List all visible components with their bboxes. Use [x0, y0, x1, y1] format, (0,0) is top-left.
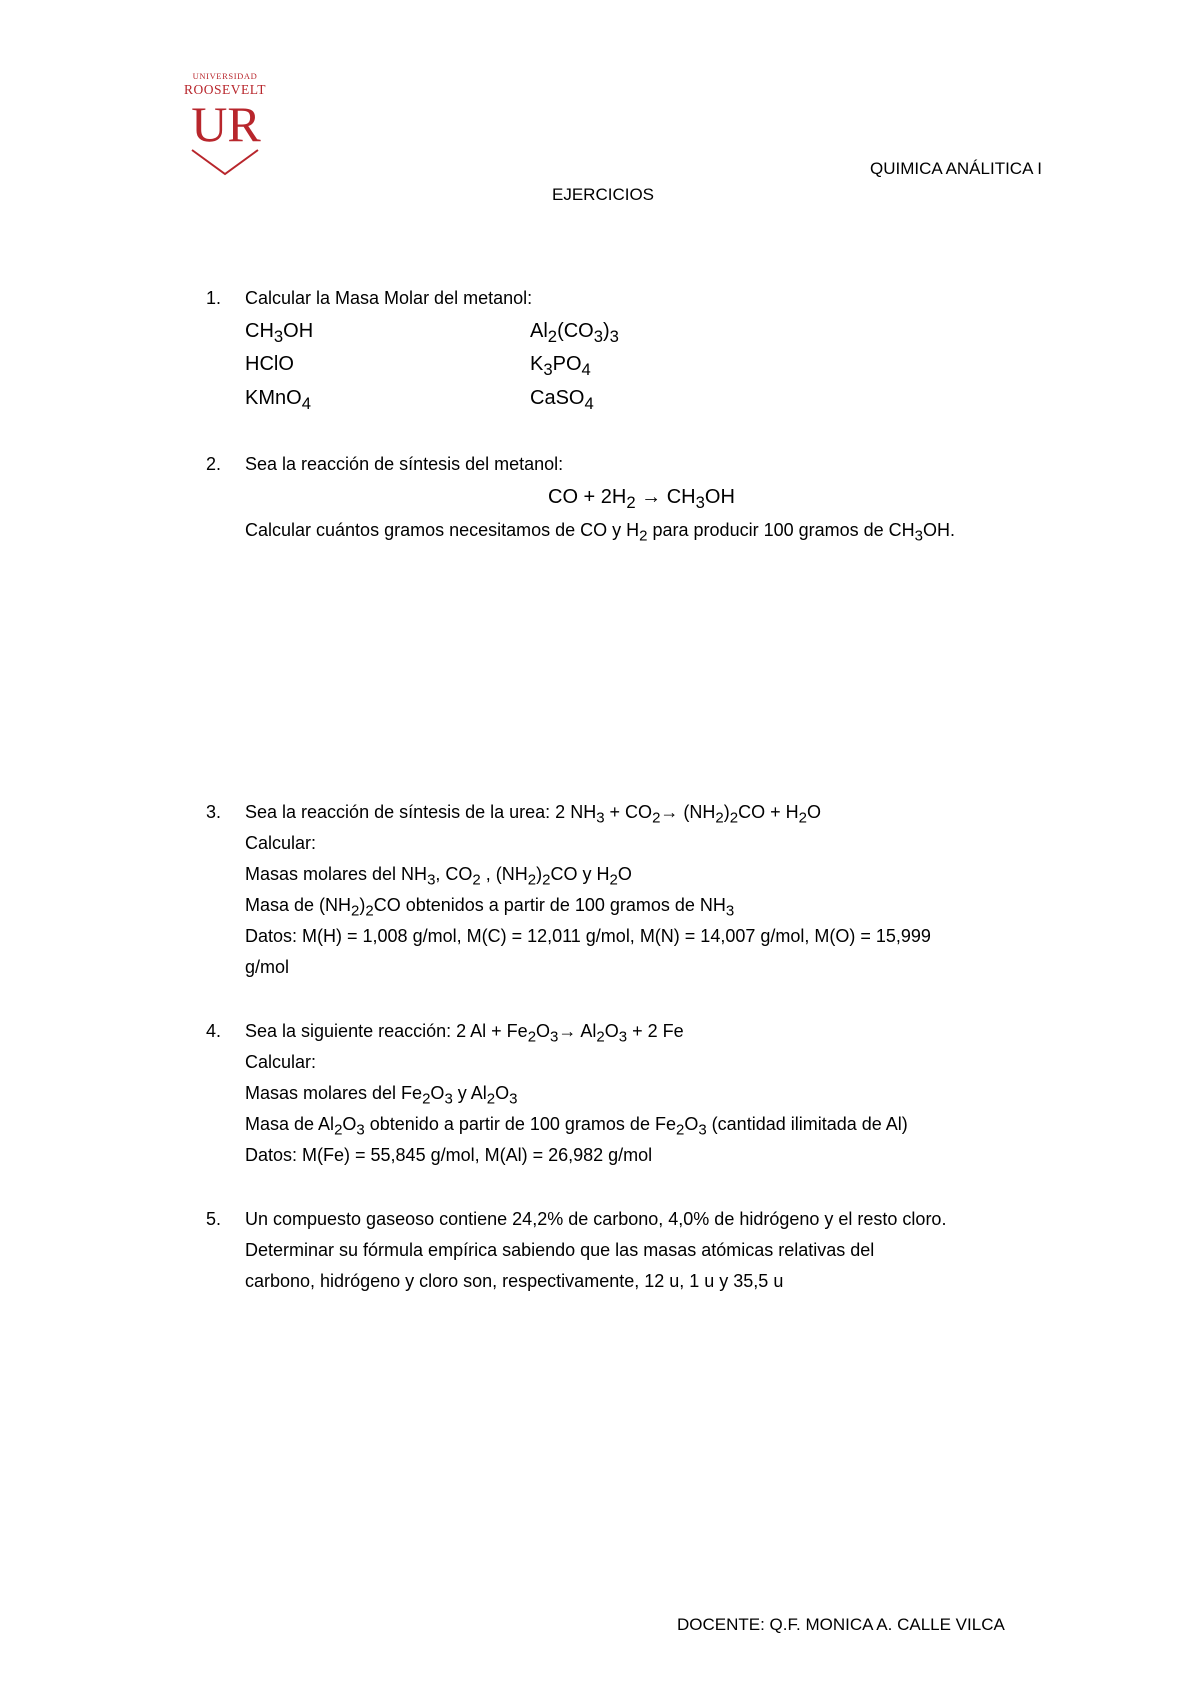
exercise-line: Masas molares del $Fe_2O_3$ y $Al_2O_3$ — [245, 1083, 518, 1108]
exercise-line: carbono, hidrógeno y cloro son, respectivamente, 12 u, 1 u y 35,5 u — [245, 1271, 784, 1291]
formula-al2co33: $Al_2(CO_3)_3$ — [530, 320, 619, 346]
logo-letters: UR — [191, 96, 261, 152]
teacher-footer: DOCENTE: Q.F. MONICA A. CALLE VILCA — [677, 1615, 1005, 1634]
exercise-line: Datos: M(Fe) = 55,845 g/mol, M(Al) = 26,982 g/mol — [245, 1145, 653, 1165]
formula-kmno4: KMnO$_4$ — [245, 387, 311, 413]
exercise-question: Calcular cuántos gramos necesitamos de CO y $H_2$ para producir 100 gramos de $CH_3OH$. — [245, 520, 956, 545]
exercise-line: Sea la reacción de síntesis de la urea: 2 $NH_3 + CO_2\to (NH_2)_2CO + H_2O$ — [245, 802, 821, 827]
exercise-line: Masa de $(NH_2)_2CO$ obtenidos a partir de 100 gramos de $NH_3$ — [245, 895, 735, 920]
exercise-number: 4. — [206, 1021, 222, 1041]
course-title: QUIMICA ANÁLITICA I — [870, 159, 1042, 178]
exercise-number: 5. — [206, 1209, 222, 1229]
formula-k3po4: $K_3PO_4$ — [530, 353, 591, 379]
exercise-number: 3. — [206, 802, 222, 822]
exercise-number: 2. — [206, 454, 222, 474]
exercise-line: Masa de $Al_2O_3$ obtenido a partir de 100 gramos de $Fe_2O_3$ (cantidad ilimitada de Al) — [245, 1114, 908, 1139]
page-title: EJERCICIOS — [552, 185, 655, 204]
exercise-line: g/mol — [245, 957, 290, 977]
formula-ch3oh: $CH_3OH$ — [245, 320, 314, 346]
formula-hclo: HClO — [245, 353, 294, 375]
exercise-line: Calcular: — [245, 833, 317, 853]
exercise-line: Calcular: — [245, 1052, 317, 1072]
logo-university-text: UNIVERSIDAD — [192, 71, 258, 81]
exercise-line: Determinar su fórmula empírica sabiendo que las masas atómicas relativas del — [245, 1240, 875, 1260]
exercise-line: Un compuesto gaseoso contiene 24,2% de carbono, 4,0% de hidrógeno y el resto cloro. — [245, 1209, 947, 1229]
exercise-line: Sea la siguiente reacción: 2 $Al + Fe_2O_3\to Al_2O_3 + 2$ Fe — [245, 1021, 684, 1046]
exercise-text: Sea la reacción de síntesis del metanol: — [245, 454, 564, 474]
shield-icon — [190, 148, 260, 176]
exercise-number: 1. — [206, 288, 222, 308]
exercise-text: Calcular la Masa Molar del metanol: — [245, 288, 533, 308]
reaction-equation: CO + $2H_2 \to CH_3OH$ — [548, 486, 735, 512]
logo-name-text: ROOSEVELT — [183, 82, 266, 97]
formula-caso4: CaSO$_4$ — [530, 387, 594, 413]
exercise-line: Masas molares del $NH_3$, $CO_2$ , $(NH_2)_2CO$ y $H_2O$ — [245, 864, 632, 889]
exercise-line: Datos: M(H) = 1,008 g/mol, M(C) = 12,011 g/mol, M(N) = 14,007 g/mol, M(O) = 15,999 — [245, 926, 931, 946]
